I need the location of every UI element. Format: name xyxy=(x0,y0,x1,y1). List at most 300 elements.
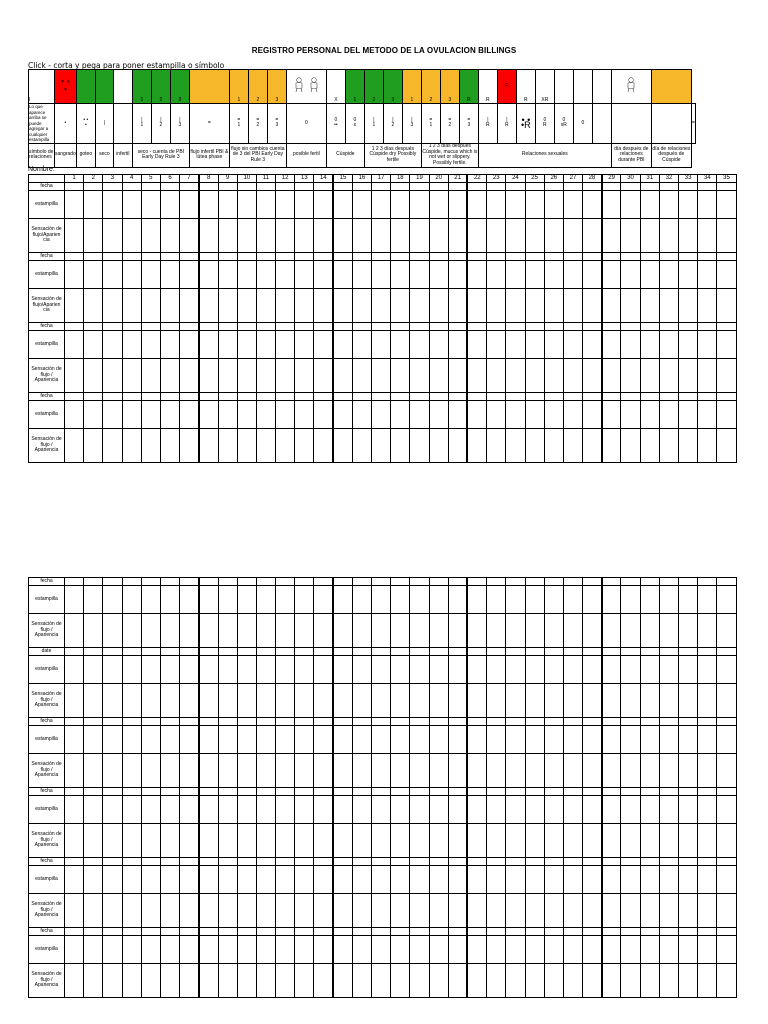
sensacion-cell[interactable] xyxy=(84,219,103,253)
estampilla-cell[interactable] xyxy=(717,866,736,894)
fecha-cell[interactable] xyxy=(391,648,410,656)
sensacion-cell[interactable] xyxy=(525,219,544,253)
estampilla-cell[interactable] xyxy=(410,656,429,684)
fecha-cell[interactable] xyxy=(103,928,122,936)
estampilla-cell[interactable] xyxy=(314,796,333,824)
sensacion-cell[interactable] xyxy=(372,614,391,648)
sensacion-cell[interactable] xyxy=(352,289,371,323)
sensacion-cell[interactable] xyxy=(448,684,467,718)
estampilla-cell[interactable] xyxy=(717,331,736,359)
estampilla-cell[interactable] xyxy=(391,401,410,429)
estampilla-cell[interactable] xyxy=(717,656,736,684)
estampilla-cell[interactable] xyxy=(506,656,525,684)
estampilla-cell[interactable] xyxy=(199,261,218,289)
sensacion-cell[interactable] xyxy=(563,219,582,253)
sensacion-cell[interactable] xyxy=(410,754,429,788)
estampilla-cell[interactable] xyxy=(525,586,544,614)
sensacion-cell[interactable] xyxy=(314,289,333,323)
fecha-cell[interactable] xyxy=(467,928,486,936)
fecha-cell[interactable] xyxy=(65,323,84,331)
estampilla-cell[interactable] xyxy=(314,936,333,964)
fecha-cell[interactable] xyxy=(410,928,429,936)
estampilla-cell[interactable] xyxy=(237,331,256,359)
fecha-cell[interactable] xyxy=(372,183,391,191)
estampilla-cell[interactable] xyxy=(256,331,275,359)
sensacion-cell[interactable] xyxy=(199,289,218,323)
fecha-cell[interactable] xyxy=(180,393,199,401)
stamp-white-2[interactable] xyxy=(554,70,573,104)
sensacion-cell[interactable] xyxy=(160,894,179,928)
sensacion-cell[interactable] xyxy=(487,684,506,718)
sensacion-cell[interactable] xyxy=(122,964,141,998)
sensacion-cell[interactable] xyxy=(180,964,199,998)
sensacion-cell[interactable] xyxy=(141,824,160,858)
estampilla-cell[interactable] xyxy=(84,726,103,754)
fecha-cell[interactable] xyxy=(314,578,333,586)
sensacion-cell[interactable] xyxy=(237,359,256,393)
sensacion-cell[interactable] xyxy=(391,684,410,718)
fecha-cell[interactable] xyxy=(372,928,391,936)
fecha-cell[interactable] xyxy=(141,718,160,726)
fecha-cell[interactable] xyxy=(544,648,563,656)
estampilla-cell[interactable] xyxy=(256,866,275,894)
estampilla-cell[interactable] xyxy=(276,401,295,429)
stamp-green-R[interactable]: R xyxy=(459,70,478,104)
sensacion-cell[interactable] xyxy=(352,824,371,858)
fecha-cell[interactable] xyxy=(333,858,352,866)
fecha-cell[interactable] xyxy=(429,323,448,331)
fecha-cell[interactable] xyxy=(256,648,275,656)
sensacion-cell[interactable] xyxy=(467,824,486,858)
fecha-cell[interactable] xyxy=(506,788,525,796)
fecha-cell[interactable] xyxy=(448,858,467,866)
estampilla-cell[interactable] xyxy=(467,936,486,964)
fecha-cell[interactable] xyxy=(372,253,391,261)
estampilla-cell[interactable] xyxy=(467,191,486,219)
estampilla-cell[interactable] xyxy=(487,586,506,614)
estampilla-cell[interactable] xyxy=(640,936,659,964)
estampilla-cell[interactable] xyxy=(295,796,314,824)
fecha-cell[interactable] xyxy=(199,788,218,796)
sensacion-cell[interactable] xyxy=(314,359,333,393)
fecha-cell[interactable] xyxy=(180,718,199,726)
estampilla-cell[interactable] xyxy=(352,796,371,824)
estampilla-cell[interactable] xyxy=(141,936,160,964)
estampilla-cell[interactable] xyxy=(84,656,103,684)
estampilla-cell[interactable] xyxy=(314,726,333,754)
fecha-cell[interactable] xyxy=(487,323,506,331)
estampilla-cell[interactable] xyxy=(141,726,160,754)
sensacion-cell[interactable] xyxy=(525,684,544,718)
estampilla-cell[interactable] xyxy=(525,936,544,964)
estampilla-cell[interactable] xyxy=(218,401,237,429)
estampilla-cell[interactable] xyxy=(717,586,736,614)
fecha-cell[interactable] xyxy=(659,718,678,726)
sensacion-cell[interactable] xyxy=(333,824,352,858)
estampilla-cell[interactable] xyxy=(563,866,582,894)
sensacion-cell[interactable] xyxy=(122,754,141,788)
estampilla-cell[interactable] xyxy=(621,936,640,964)
sensacion-cell[interactable] xyxy=(180,894,199,928)
sensacion-cell[interactable] xyxy=(467,684,486,718)
estampilla-cell[interactable] xyxy=(467,656,486,684)
estampilla-cell[interactable] xyxy=(141,586,160,614)
sensacion-cell[interactable] xyxy=(410,964,429,998)
estampilla-cell[interactable] xyxy=(65,796,84,824)
estampilla-cell[interactable] xyxy=(256,401,275,429)
sensacion-cell[interactable] xyxy=(333,754,352,788)
estampilla-cell[interactable] xyxy=(602,936,621,964)
fecha-cell[interactable] xyxy=(525,648,544,656)
sensacion-cell[interactable] xyxy=(487,894,506,928)
fecha-cell[interactable] xyxy=(429,858,448,866)
sensacion-cell[interactable] xyxy=(141,614,160,648)
estampilla-cell[interactable] xyxy=(506,936,525,964)
estampilla-cell[interactable] xyxy=(583,656,602,684)
estampilla-cell[interactable] xyxy=(487,726,506,754)
sensacion-cell[interactable] xyxy=(372,359,391,393)
estampilla-cell[interactable] xyxy=(218,331,237,359)
estampilla-cell[interactable] xyxy=(333,796,352,824)
sensacion-cell[interactable] xyxy=(429,219,448,253)
fecha-cell[interactable] xyxy=(141,393,160,401)
sensacion-cell[interactable] xyxy=(698,824,717,858)
estampilla-cell[interactable] xyxy=(448,796,467,824)
estampilla-cell[interactable] xyxy=(698,796,717,824)
fecha-cell[interactable] xyxy=(180,648,199,656)
stamp-baby-xR[interactable]: XR xyxy=(535,70,554,104)
sensacion-cell[interactable] xyxy=(276,614,295,648)
estampilla-cell[interactable] xyxy=(640,586,659,614)
estampilla-cell[interactable] xyxy=(103,261,122,289)
fecha-cell[interactable] xyxy=(84,648,103,656)
fecha-cell[interactable] xyxy=(544,928,563,936)
fecha-cell[interactable] xyxy=(429,648,448,656)
sensacion-cell[interactable] xyxy=(103,824,122,858)
estampilla-cell[interactable] xyxy=(410,726,429,754)
sensacion-cell[interactable] xyxy=(659,614,678,648)
estampilla-cell[interactable] xyxy=(621,866,640,894)
estampilla-cell[interactable] xyxy=(276,656,295,684)
fecha-cell[interactable] xyxy=(276,788,295,796)
fecha-cell[interactable] xyxy=(506,253,525,261)
fecha-cell[interactable] xyxy=(410,183,429,191)
sensacion-cell[interactable] xyxy=(372,824,391,858)
sensacion-cell[interactable] xyxy=(256,754,275,788)
stamp-bleeding[interactable]: • • • xyxy=(55,70,77,104)
estampilla-cell[interactable] xyxy=(698,726,717,754)
sensacion-cell[interactable] xyxy=(563,894,582,928)
sensacion-cell[interactable] xyxy=(295,824,314,858)
fecha-cell[interactable] xyxy=(256,393,275,401)
estampilla-cell[interactable] xyxy=(276,936,295,964)
sensacion-cell[interactable] xyxy=(448,614,467,648)
sensacion-cell[interactable] xyxy=(218,894,237,928)
sensacion-cell[interactable] xyxy=(199,359,218,393)
estampilla-cell[interactable] xyxy=(563,331,582,359)
fecha-cell[interactable] xyxy=(487,718,506,726)
sensacion-cell[interactable] xyxy=(295,429,314,463)
estampilla-cell[interactable] xyxy=(218,586,237,614)
sensacion-cell[interactable] xyxy=(602,614,621,648)
estampilla-cell[interactable] xyxy=(602,866,621,894)
sensacion-cell[interactable] xyxy=(583,614,602,648)
estampilla-cell[interactable] xyxy=(237,586,256,614)
sensacion-cell[interactable] xyxy=(640,964,659,998)
estampilla-cell[interactable] xyxy=(467,866,486,894)
sensacion-cell[interactable] xyxy=(141,684,160,718)
estampilla-cell[interactable] xyxy=(352,726,371,754)
sensacion-cell[interactable] xyxy=(717,219,736,253)
sensacion-cell[interactable] xyxy=(218,754,237,788)
estampilla-cell[interactable] xyxy=(141,401,160,429)
estampilla-cell[interactable] xyxy=(487,656,506,684)
sensacion-cell[interactable] xyxy=(256,614,275,648)
fecha-cell[interactable] xyxy=(544,788,563,796)
fecha-cell[interactable] xyxy=(640,578,659,586)
fecha-cell[interactable] xyxy=(410,578,429,586)
fecha-cell[interactable] xyxy=(103,253,122,261)
sensacion-cell[interactable] xyxy=(391,754,410,788)
fecha-cell[interactable] xyxy=(563,928,582,936)
fecha-cell[interactable] xyxy=(698,858,717,866)
stamp-baby-2[interactable] xyxy=(611,70,651,104)
fecha-cell[interactable] xyxy=(237,788,256,796)
fecha-cell[interactable] xyxy=(429,788,448,796)
fecha-cell[interactable] xyxy=(295,323,314,331)
estampilla-cell[interactable] xyxy=(103,656,122,684)
estampilla-cell[interactable] xyxy=(314,401,333,429)
fecha-cell[interactable] xyxy=(314,183,333,191)
estampilla-cell[interactable] xyxy=(84,936,103,964)
sensacion-cell[interactable] xyxy=(621,359,640,393)
sensacion-cell[interactable] xyxy=(698,289,717,323)
sensacion-cell[interactable] xyxy=(180,684,199,718)
fecha-cell[interactable] xyxy=(602,578,621,586)
sensacion-cell[interactable] xyxy=(659,219,678,253)
sensacion-cell[interactable] xyxy=(429,359,448,393)
sensacion-cell[interactable] xyxy=(410,614,429,648)
estampilla-cell[interactable] xyxy=(448,936,467,964)
sensacion-cell[interactable] xyxy=(467,219,486,253)
estampilla-cell[interactable] xyxy=(621,586,640,614)
estampilla-cell[interactable] xyxy=(717,261,736,289)
fecha-cell[interactable] xyxy=(467,788,486,796)
estampilla-cell[interactable] xyxy=(103,936,122,964)
fecha-cell[interactable] xyxy=(122,858,141,866)
fecha-cell[interactable] xyxy=(180,183,199,191)
estampilla-cell[interactable] xyxy=(372,331,391,359)
estampilla-cell[interactable] xyxy=(429,191,448,219)
sensacion-cell[interactable] xyxy=(602,684,621,718)
estampilla-cell[interactable] xyxy=(640,331,659,359)
estampilla-cell[interactable] xyxy=(717,401,736,429)
fecha-cell[interactable] xyxy=(199,648,218,656)
fecha-cell[interactable] xyxy=(391,858,410,866)
fecha-cell[interactable] xyxy=(276,648,295,656)
sensacion-cell[interactable] xyxy=(467,359,486,393)
sensacion-cell[interactable] xyxy=(276,219,295,253)
estampilla-cell[interactable] xyxy=(141,331,160,359)
estampilla-cell[interactable] xyxy=(698,401,717,429)
stamp-green-baby-2[interactable]: 2 xyxy=(364,70,383,104)
fecha-cell[interactable] xyxy=(295,393,314,401)
fecha-cell[interactable] xyxy=(679,718,698,726)
sensacion-cell[interactable] xyxy=(659,754,678,788)
estampilla-cell[interactable] xyxy=(506,401,525,429)
sensacion-cell[interactable] xyxy=(583,894,602,928)
fecha-cell[interactable] xyxy=(525,183,544,191)
stamp-yellow-baby-3[interactable]: 3 xyxy=(440,70,459,104)
sensacion-cell[interactable] xyxy=(276,824,295,858)
sensacion-cell[interactable] xyxy=(679,429,698,463)
sensacion-cell[interactable] xyxy=(544,219,563,253)
estampilla-cell[interactable] xyxy=(141,191,160,219)
estampilla-cell[interactable] xyxy=(583,191,602,219)
estampilla-cell[interactable] xyxy=(583,796,602,824)
sensacion-cell[interactable] xyxy=(467,964,486,998)
estampilla-cell[interactable] xyxy=(391,586,410,614)
fecha-cell[interactable] xyxy=(448,393,467,401)
estampilla-cell[interactable] xyxy=(84,866,103,894)
sensacion-cell[interactable] xyxy=(122,614,141,648)
fecha-cell[interactable] xyxy=(160,648,179,656)
fecha-cell[interactable] xyxy=(199,393,218,401)
estampilla-cell[interactable] xyxy=(621,331,640,359)
sensacion-cell[interactable] xyxy=(276,289,295,323)
fecha-cell[interactable] xyxy=(333,393,352,401)
fecha-cell[interactable] xyxy=(544,858,563,866)
estampilla-cell[interactable] xyxy=(122,726,141,754)
fecha-cell[interactable] xyxy=(602,928,621,936)
sensacion-cell[interactable] xyxy=(372,964,391,998)
sensacion-cell[interactable] xyxy=(218,824,237,858)
fecha-cell[interactable] xyxy=(103,718,122,726)
estampilla-cell[interactable] xyxy=(180,261,199,289)
estampilla-cell[interactable] xyxy=(659,191,678,219)
fecha-cell[interactable] xyxy=(467,183,486,191)
sensacion-cell[interactable] xyxy=(180,614,199,648)
estampilla-cell[interactable] xyxy=(84,331,103,359)
estampilla-cell[interactable] xyxy=(372,191,391,219)
sensacion-cell[interactable] xyxy=(506,964,525,998)
estampilla-cell[interactable] xyxy=(295,401,314,429)
fecha-cell[interactable] xyxy=(640,253,659,261)
estampilla-cell[interactable] xyxy=(448,726,467,754)
sensacion-cell[interactable] xyxy=(410,894,429,928)
estampilla-cell[interactable] xyxy=(372,726,391,754)
estampilla-cell[interactable] xyxy=(487,796,506,824)
sensacion-cell[interactable] xyxy=(256,684,275,718)
fecha-cell[interactable] xyxy=(621,648,640,656)
estampilla-cell[interactable] xyxy=(160,401,179,429)
fecha-cell[interactable] xyxy=(544,718,563,726)
fecha-cell[interactable] xyxy=(352,183,371,191)
estampilla-cell[interactable] xyxy=(429,401,448,429)
sensacion-cell[interactable] xyxy=(717,289,736,323)
estampilla-cell[interactable] xyxy=(199,401,218,429)
fecha-cell[interactable] xyxy=(314,718,333,726)
sensacion-cell[interactable] xyxy=(679,684,698,718)
stamp-baby-1[interactable] xyxy=(286,70,326,104)
sensacion-cell[interactable] xyxy=(717,964,736,998)
sensacion-cell[interactable] xyxy=(256,429,275,463)
sensacion-cell[interactable] xyxy=(84,894,103,928)
fecha-cell[interactable] xyxy=(218,578,237,586)
estampilla-cell[interactable] xyxy=(103,401,122,429)
fecha-cell[interactable] xyxy=(448,788,467,796)
estampilla-cell[interactable] xyxy=(602,261,621,289)
estampilla-cell[interactable] xyxy=(448,331,467,359)
sensacion-cell[interactable] xyxy=(352,964,371,998)
sensacion-cell[interactable] xyxy=(199,219,218,253)
sensacion-cell[interactable] xyxy=(84,614,103,648)
estampilla-cell[interactable] xyxy=(544,586,563,614)
sensacion-cell[interactable] xyxy=(506,754,525,788)
fecha-cell[interactable] xyxy=(103,323,122,331)
estampilla-cell[interactable] xyxy=(333,656,352,684)
estampilla-cell[interactable] xyxy=(141,261,160,289)
sensacion-cell[interactable] xyxy=(352,219,371,253)
sensacion-cell[interactable] xyxy=(103,754,122,788)
fecha-cell[interactable] xyxy=(276,393,295,401)
sensacion-cell[interactable] xyxy=(698,684,717,718)
fecha-cell[interactable] xyxy=(448,323,467,331)
estampilla-cell[interactable] xyxy=(160,331,179,359)
sensacion-cell[interactable] xyxy=(314,429,333,463)
estampilla-cell[interactable] xyxy=(199,936,218,964)
fecha-cell[interactable] xyxy=(583,253,602,261)
fecha-cell[interactable] xyxy=(583,718,602,726)
fecha-cell[interactable] xyxy=(122,718,141,726)
estampilla-cell[interactable] xyxy=(563,656,582,684)
sensacion-cell[interactable] xyxy=(563,684,582,718)
sensacion-cell[interactable] xyxy=(65,289,84,323)
estampilla-cell[interactable] xyxy=(276,586,295,614)
fecha-cell[interactable] xyxy=(256,788,275,796)
fecha-cell[interactable] xyxy=(506,393,525,401)
sensacion-cell[interactable] xyxy=(180,754,199,788)
fecha-cell[interactable] xyxy=(487,858,506,866)
fecha-cell[interactable] xyxy=(218,393,237,401)
estampilla-cell[interactable] xyxy=(698,331,717,359)
sensacion-cell[interactable] xyxy=(65,614,84,648)
estampilla-cell[interactable] xyxy=(429,726,448,754)
estampilla-cell[interactable] xyxy=(544,401,563,429)
estampilla-cell[interactable] xyxy=(199,191,218,219)
fecha-cell[interactable] xyxy=(487,648,506,656)
estampilla-cell[interactable] xyxy=(65,586,84,614)
fecha-cell[interactable] xyxy=(237,928,256,936)
fecha-cell[interactable] xyxy=(659,183,678,191)
fecha-cell[interactable] xyxy=(717,578,736,586)
fecha-cell[interactable] xyxy=(160,718,179,726)
estampilla-cell[interactable] xyxy=(602,796,621,824)
fecha-cell[interactable] xyxy=(525,858,544,866)
fecha-cell[interactable] xyxy=(563,648,582,656)
estampilla-cell[interactable] xyxy=(180,656,199,684)
fecha-cell[interactable] xyxy=(717,183,736,191)
estampilla-cell[interactable] xyxy=(141,796,160,824)
fecha-cell[interactable] xyxy=(563,323,582,331)
sensacion-cell[interactable] xyxy=(65,684,84,718)
sensacion-cell[interactable] xyxy=(84,289,103,323)
stamp-green-baby-1[interactable]: 1 xyxy=(345,70,364,104)
estampilla-cell[interactable] xyxy=(659,726,678,754)
sensacion-cell[interactable] xyxy=(333,614,352,648)
estampilla-cell[interactable] xyxy=(506,586,525,614)
estampilla-cell[interactable] xyxy=(372,796,391,824)
